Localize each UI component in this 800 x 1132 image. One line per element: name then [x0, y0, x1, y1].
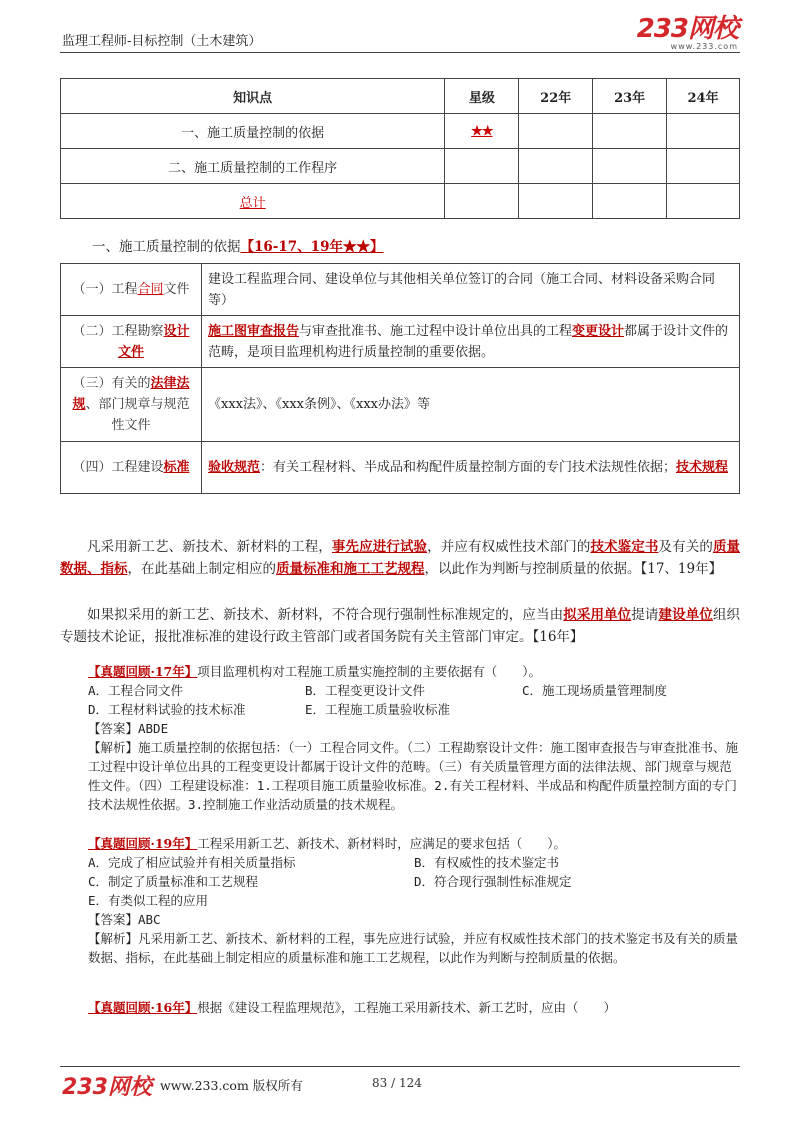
topic-cell: 二、施工质量控制的工作程序: [61, 149, 445, 184]
question-tag: 【真题回顾·17年】: [88, 664, 198, 679]
footer-copyright: www.233.com 版权所有: [160, 1078, 303, 1093]
analysis: 【解析】施工质量控制的依据包括：（一）工程合同文件。（二）工程勘察设计文件：施工图审查报告与审查批准书、施工过程中设计单位出具的工程变更设计都属于设计文件的范畴。（三）有关质量管理方面的法律法规、部门规章与规范性文件。（四）工程建设标准：1.工程项目施工质量验收标准。2.有关工程材料、半成品和构配件质量控制方面的专门技术法规性依据。3.控制施工作业活动质量的技术规程。: [88, 740, 739, 812]
header-cell-23: 23年: [593, 79, 667, 114]
label-text: （一）工程: [72, 282, 138, 297]
keyword: 变更设计: [572, 323, 625, 339]
options-row: [88, 681, 740, 700]
year-cell: [519, 114, 593, 149]
stars-cell: [445, 184, 519, 219]
label-text: （三）有关的: [72, 376, 151, 391]
table-row: [61, 316, 740, 368]
section-tag: 【16-17、19年★★】: [240, 239, 384, 255]
stars-cell: [445, 114, 519, 149]
year-cell: [667, 149, 740, 184]
year-cell: [667, 184, 740, 219]
para-text: ，以此作为判断与控制质量的依据。【17、19年】: [424, 561, 723, 577]
keyword: 事先应进行试验: [331, 539, 428, 555]
footer-divider: [60, 1066, 740, 1067]
table-row: [61, 442, 740, 494]
content-text: ：有关工程材料、半成品和构配件质量控制方面的专门技术法规性依据: [260, 460, 664, 475]
question-tag: 【真题回顾·16年】: [88, 1000, 198, 1015]
answer: 【答案】ABDE: [88, 721, 169, 736]
table-header-row: [61, 79, 740, 114]
table-row: [61, 264, 740, 316]
table-row: [61, 184, 740, 219]
year-cell: [519, 149, 593, 184]
options-row: [88, 853, 740, 872]
year-cell: [593, 114, 667, 149]
section-title-text: 一、施工质量控制的依据: [92, 239, 241, 255]
question-17: [88, 662, 740, 814]
header-title: 监理工程师-目标控制（土木建筑）: [62, 34, 262, 49]
brand-logo: [637, 16, 738, 51]
option: A．完成了相应试验并有相关质量指标: [88, 855, 296, 870]
header-cell-topic: 知识点: [61, 79, 445, 114]
basis-table: [60, 263, 740, 494]
para-text: 及有关的: [658, 539, 713, 555]
label-keyword: 法律法规: [72, 376, 190, 412]
table-row: [61, 368, 740, 442]
question-tag: 【真题回顾·19年】: [88, 836, 198, 851]
knowledge-table: [60, 78, 740, 219]
topic-cell: 一、施工质量控制的依据: [61, 114, 445, 149]
basis-content: 《xxx法》、《xxx条例》、《xxx办法》等: [202, 368, 740, 442]
para-text: 提请: [631, 607, 659, 623]
question-19: [88, 834, 740, 967]
total-cell: [61, 184, 445, 219]
page-number: 83 / 124: [372, 1076, 422, 1090]
keyword: 质量数据、指标: [60, 539, 741, 577]
basis-label: [61, 316, 202, 368]
label-text: 、部门规章与规范性文件: [85, 397, 190, 433]
keyword: 技术鉴定书: [590, 539, 659, 555]
question-stem: 根据《建设工程监理规范》，工程施工采用新技术、新工艺时，应由（ ）: [197, 1000, 617, 1015]
year-cell: [667, 114, 740, 149]
options-row: [88, 700, 740, 719]
option: D．符合现行强制性标准规定: [414, 874, 572, 889]
question-stem: 项目监理机构对工程施工质量实施控制的主要依据有（ ）。: [197, 664, 542, 679]
year-cell: [593, 149, 667, 184]
keyword: 质量标准和施工工艺规程: [276, 561, 425, 577]
para-text: ，在此基础上制定相应的: [127, 561, 276, 577]
table-row: [61, 149, 740, 184]
para-text: 组织专题技术论证，报批准标准的建设行政主管部门或者国务院有关主管部门审定。【16年】: [60, 607, 741, 645]
option: C．制定了质量标准和工艺规程: [88, 874, 259, 889]
answer: 【答案】ABC: [88, 912, 161, 927]
total-link[interactable]: 总计: [239, 195, 266, 211]
label-text: （二）工程勘察: [72, 323, 164, 339]
footer-logo: 233网校: [62, 1075, 152, 1100]
question-stem: 工程采用新工艺、新技术、新材料时，应满足的要求包括（ ）。: [197, 836, 567, 851]
label-keyword: 合同: [137, 282, 164, 297]
section-title: [92, 235, 383, 255]
stars-cell: [445, 149, 519, 184]
star-rating[interactable]: ★★: [471, 123, 493, 139]
para-text: ，并应有权威性技术部门的: [427, 539, 591, 555]
year-cell: [519, 184, 593, 219]
option: B．工程变更设计文件: [305, 683, 426, 698]
keyword: 技术规程: [676, 460, 729, 475]
basis-content: [202, 442, 740, 494]
keyword: 施工图审查报告: [208, 323, 300, 339]
option: C．施工现场质量管理制度: [522, 683, 668, 698]
option: D．工程材料试验的技术标准: [88, 702, 246, 717]
header-cell-22: 22年: [519, 79, 593, 114]
option: E．工程施工质量验收标准: [305, 702, 451, 717]
header-divider: [60, 52, 740, 53]
year-cell: [593, 184, 667, 219]
paragraph-new-tech: [60, 536, 740, 580]
label-text: （四）工程建设: [72, 460, 164, 475]
logo-subtext: www.233.com: [670, 42, 738, 51]
basis-label: [61, 368, 202, 442]
label-text: 文件: [163, 282, 190, 297]
option: A．工程合同文件: [88, 683, 184, 698]
paragraph-mandatory-standard: [60, 604, 740, 648]
keyword: 建设单位: [658, 607, 713, 623]
para-text: 如果拟采用的新工艺、新技术、新材料，不符合现行强制性标准规定的，应当由: [87, 607, 564, 623]
basis-label: [61, 442, 202, 494]
content-text: 都属于设计文件的范畴，是项目监理机构进行质量控制的重要依据。: [208, 323, 729, 360]
keyword: 验收规范: [208, 460, 261, 475]
basis-content: 建设工程监理合同、建设单位与其他相关单位签订的合同（施工合同、材料设备采购合同等）: [202, 264, 740, 316]
basis-content: [202, 316, 740, 368]
analysis: 【解析】凡采用新工艺、新技术、新材料的工程，事先应进行试验，并应有权威性技术部门的技术鉴定书及有关的质量数据、指标，在此基础上制定相应的质量标准和施工工艺规程，以此作为判断与控制质量的依据。: [88, 931, 739, 965]
content-text: ；: [663, 460, 677, 475]
keyword: 拟采用单位: [563, 607, 632, 623]
table-row: [61, 114, 740, 149]
label-keyword: 设计文件: [117, 323, 190, 360]
option: B．有权威性的技术鉴定书: [414, 855, 560, 870]
content-text: 与审查批准书、施工过程中设计单位出具的工程: [299, 323, 573, 339]
para-text: 凡采用新工艺、新技术、新材料的工程，: [87, 539, 332, 555]
label-keyword: 标准: [163, 460, 190, 475]
header-cell-stars: 星级: [445, 79, 519, 114]
question-16: [88, 998, 740, 1017]
header-cell-24: 24年: [667, 79, 740, 114]
option: E．有类似工程的应用: [88, 893, 209, 908]
options-row: [88, 872, 740, 891]
basis-label: [61, 264, 202, 316]
logo-text: 233网校: [636, 14, 738, 44]
